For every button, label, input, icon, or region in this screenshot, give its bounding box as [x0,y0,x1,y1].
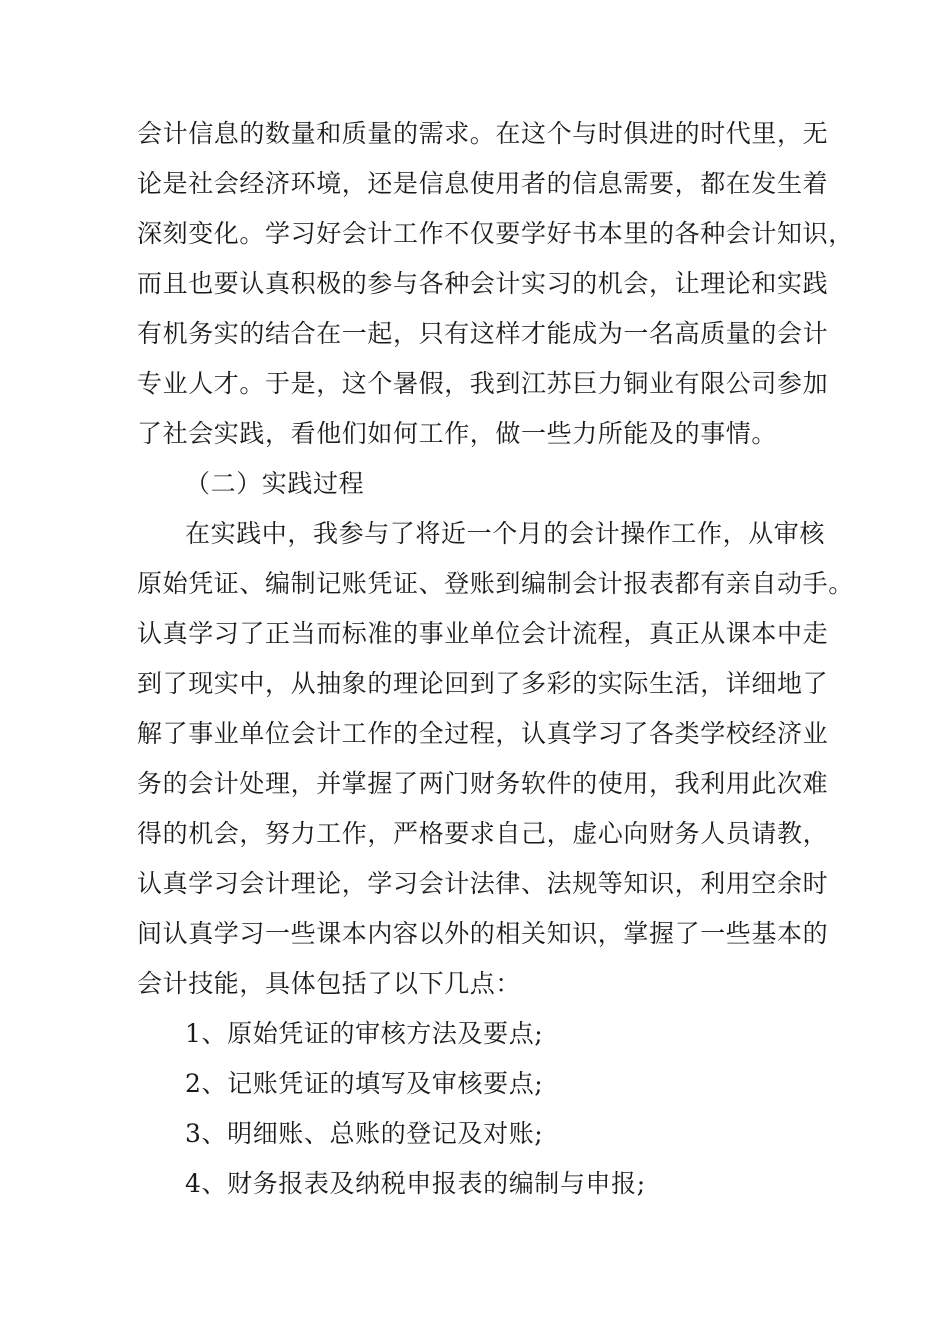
text-line: 到了现实中，从抽象的理论回到了多彩的实际生活，详细地了 [137,669,829,698]
text-line: 务的会计处理，并掌握了两门财务软件的使用，我利用此次难 [137,769,829,798]
text-line: 专业人才。于是，这个暑假，我到江苏巨力铜业有限公司参加 [137,369,829,398]
text-line: 了社会实践，看他们如何工作，做一些力所能及的事情。 [137,419,778,448]
list-item: 3、明细账、总账的登记及对账; [185,1119,544,1148]
text-line: 原始凭证、编制记账凭证、登账到编制会计报表都有亲自动手。 [137,569,854,598]
text-line: 而且也要认真积极的参与各种会计实习的机会，让理论和实践 [137,269,829,298]
text-line: 得的机会，努力工作，严格要求自己，虚心向财务人员请教， [137,819,829,848]
list-item: 2、记账凭证的填写及审核要点; [185,1069,544,1098]
text-line: 有机务实的结合在一起，只有这样才能成为一名高质量的会计 [137,319,829,348]
text-line: 深刻变化。学习好会计工作不仅要学好书本里的各种会计知识， [137,219,854,248]
text-line: 间认真学习一些课本内容以外的相关知识，掌握了一些基本的 [137,919,829,948]
text-line: 会计技能，具体包括了以下几点： [137,969,522,998]
text-line: 解了事业单位会计工作的全过程，认真学习了各类学校经济业 [137,719,829,748]
list-item: 4、财务报表及纳税申报表的编制与申报; [185,1169,646,1198]
text-line: 在实践中，我参与了将近一个月的会计操作工作，从审核 [185,519,826,548]
text-line: 认真学习会计理论，学习会计法律、法规等知识，利用空余时 [137,869,829,898]
text-line: 认真学习了正当而标准的事业单位会计流程，真正从课本中走 [137,619,829,648]
section-heading: （二）实践过程 [185,469,365,498]
list-item: 1、原始凭证的审核方法及要点; [185,1019,544,1048]
text-line: 会计信息的数量和质量的需求。在这个与时俱进的时代里，无 [137,119,829,148]
text-line: 论是社会经济环境，还是信息使用者的信息需要，都在发生着 [137,169,829,198]
